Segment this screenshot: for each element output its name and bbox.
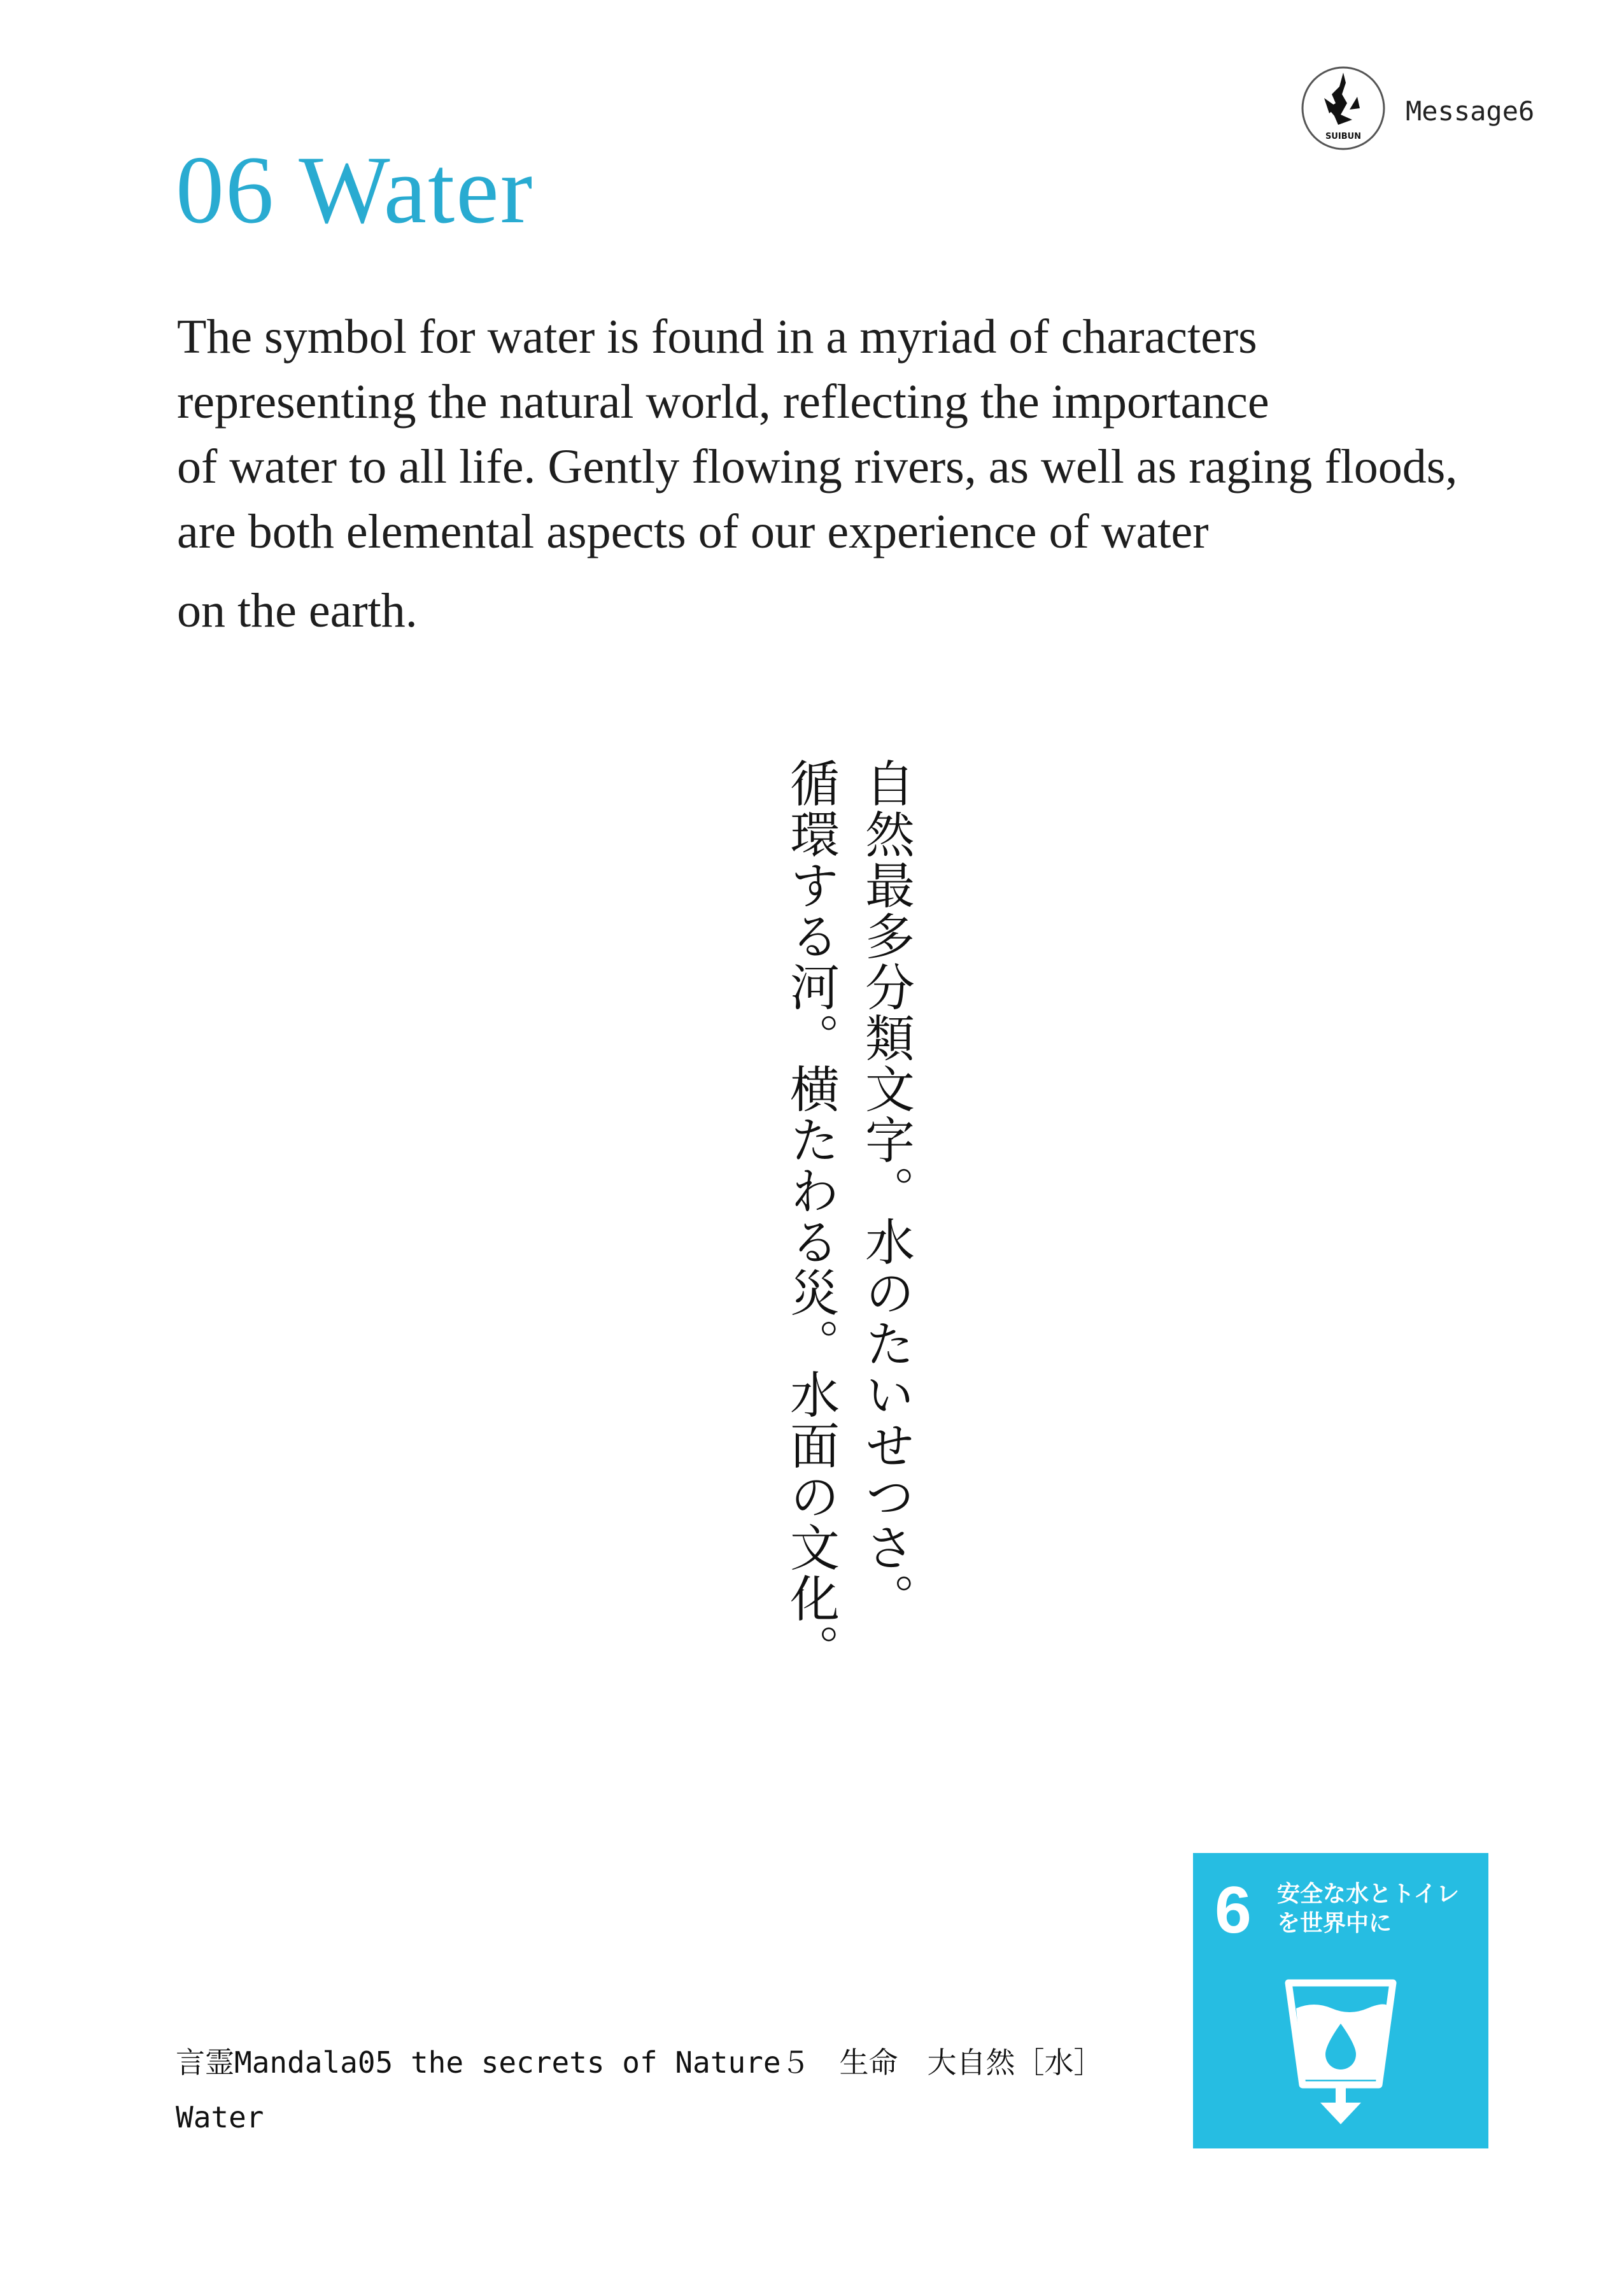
- paragraph-line: are both elemental aspects of our experience of water: [177, 505, 1209, 558]
- caption-line-2: Water: [176, 2100, 264, 2134]
- suibun-logo: [1299, 64, 1388, 153]
- page-title: 06 Water: [176, 136, 534, 243]
- paragraph-line: of water to all life. Gently flowing rivers, as well as raging floods,: [177, 440, 1458, 493]
- sdg-goal-text: [1277, 1880, 1459, 1938]
- sdg-number: 6: [1215, 1873, 1252, 1947]
- paragraph-line: The symbol for water is found in a myriad of characters: [177, 310, 1257, 364]
- vertical-japanese-text: [738, 758, 914, 1675]
- footer-caption: [176, 2035, 1103, 2145]
- paragraph-line: on the earth.: [177, 584, 418, 637]
- sdg-text-line-2: を世界中に: [1277, 1910, 1392, 1936]
- caption-line-1: 言霊Mandala05 the secrets of Nature５ 生命 大自然［水］: [176, 2045, 1103, 2080]
- paragraph-line: representing the natural world, reflecting the importance: [177, 375, 1269, 429]
- water-glass-icon: [1283, 1978, 1398, 2126]
- suibun-logo-icon: [1299, 64, 1388, 153]
- vertical-column-1: 自然最多分類文字。水のたいせつさ。: [857, 758, 914, 1624]
- sdg-goal-6-badge: [1193, 1853, 1488, 2148]
- message-label: Message6: [1406, 96, 1535, 127]
- body-paragraph: [177, 304, 1609, 643]
- vertical-column-2: 循環する河。横たわる災。水面の文化。: [782, 758, 839, 1675]
- sdg-text-line-1: 安全な水とトイレ: [1277, 1881, 1460, 1907]
- logo-text: SUIBUN: [1325, 132, 1362, 141]
